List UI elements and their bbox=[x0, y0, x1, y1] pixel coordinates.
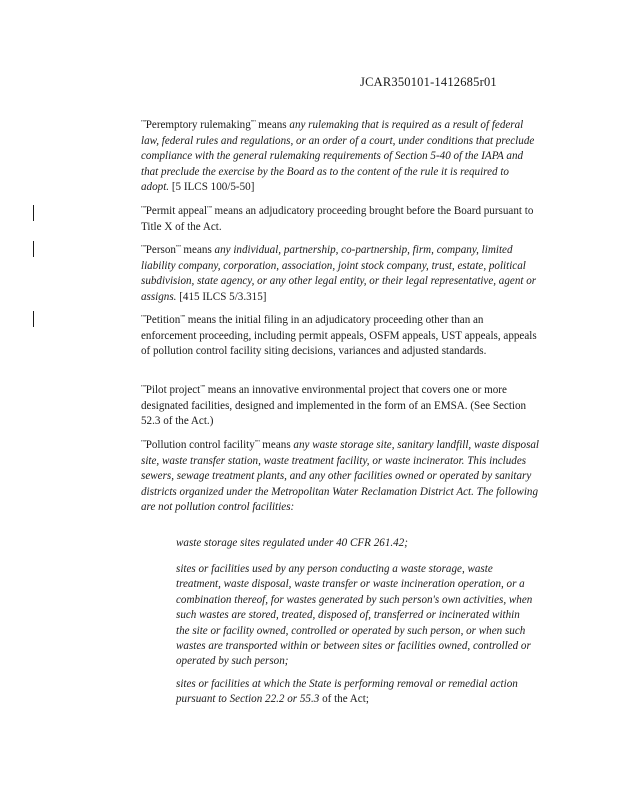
close-quote: "" bbox=[254, 439, 260, 447]
definition-body: means the initial filing in an adjudicatory proceeding other than an enforcement proceeding, including permit appeals, OSFM appeals, UST appeals, appeals of pollution control facility siting decisions, variances and adjusted standards. bbox=[141, 314, 537, 357]
definition-italic-body: any waste storage site, sanitary landfill, waste disposal site, waste transfer station, waste treatment facility, or waste incinerator. This includes sewers, sewage treatment plants, and any other facilities owned or operated by sanitary districts organized under the Metropolitan Water Reclamation District Act. The following are not pollution control facilities: bbox=[141, 439, 540, 513]
open-quote: "" bbox=[141, 119, 146, 127]
definition-term: Pollution control facility bbox=[145, 439, 255, 451]
definition-term: Petition bbox=[145, 314, 181, 326]
definition-peremptory-rulemaking bbox=[141, 116, 539, 196]
definition-term: Pilot project bbox=[145, 384, 201, 396]
definition-term: Peremptory rulemaking bbox=[145, 119, 251, 131]
definition-lead: means bbox=[259, 439, 294, 451]
revision-bar bbox=[33, 205, 34, 221]
definition-term: Person bbox=[145, 244, 176, 256]
close-quote: "" bbox=[175, 244, 181, 252]
exclusion-item bbox=[176, 677, 536, 708]
close-quote: "" bbox=[250, 119, 256, 127]
definition-lead: means bbox=[180, 244, 215, 256]
definition-citation: [415 ILCS 5/3.315] bbox=[176, 290, 267, 303]
revision-bar bbox=[33, 311, 34, 327]
exclusion-item: waste storage sites regulated under 40 CFR 261.42; bbox=[176, 537, 408, 549]
definition-italic-body: any rulemaking that is required as a result of federal law, federal rules and regulations, or an order of a court, under conditions that preclude compliance with the general rulemaking requirements of Section 5-40 of the IAPA and that preclude the exercise by the Board as to the content of the rule it is required to adopt. bbox=[141, 119, 535, 193]
open-quote: "" bbox=[141, 205, 146, 213]
close-quote: "" bbox=[200, 384, 205, 392]
definition-person bbox=[141, 241, 539, 305]
open-quote: "" bbox=[141, 384, 146, 392]
definition-term: Permit appeal bbox=[145, 205, 208, 217]
exclusion-item-text: sites or facilities at which the State is performing removal or remedial action pursuant to Section 22.2 or 55.3 bbox=[176, 678, 518, 706]
definition-citation: [5 ILCS 100/5-50] bbox=[169, 181, 255, 193]
open-quote: "" bbox=[141, 439, 146, 447]
definition-body: means an adjudicatory proceeding brought before the Board pursuant to Title X of the Act. bbox=[141, 205, 534, 233]
definition-permit-appeal bbox=[141, 202, 539, 235]
definition-petition bbox=[141, 311, 539, 360]
open-quote: "" bbox=[141, 244, 146, 252]
definition-lead: means bbox=[255, 119, 290, 131]
close-quote: "" bbox=[207, 205, 212, 213]
close-quote: "" bbox=[180, 314, 185, 322]
definition-pollution-control-facility bbox=[141, 436, 539, 516]
document-id: JCAR350101-1412685r01 bbox=[360, 75, 497, 89]
definition-pilot-project bbox=[141, 381, 539, 430]
exclusion-item: sites or facilities used by any person conducting a waste storage, waste treatment, waste disposal, waste transfer or waste incineration operation, or a combination thereof, for wastes generated by such person's own activities, when such wastes are stored, treated, disposed of, transferred or incinerated within the site or facility owned, controlled or operated by such person, or when such wastes are transported within or between sites or facilities owned, controlled or operated by such person; bbox=[176, 563, 533, 668]
open-quote: "" bbox=[141, 314, 146, 322]
exclusion-item-tail: of the Act; bbox=[319, 693, 369, 706]
definition-italic-body: any individual, partnership, co-partnership, firm, company, limited liability company, corporation, association, joint stock company, trust, estate, political subdivision, state agency, or any other legal entity, or their legal representative, agent or assigns. bbox=[141, 244, 537, 303]
revision-bar bbox=[33, 241, 34, 257]
definition-body: means an innovative environmental project that covers one or more designated facilities, designed and implemented in the form of an EMSA. (See Section 52.3 of the Act.) bbox=[141, 384, 527, 427]
